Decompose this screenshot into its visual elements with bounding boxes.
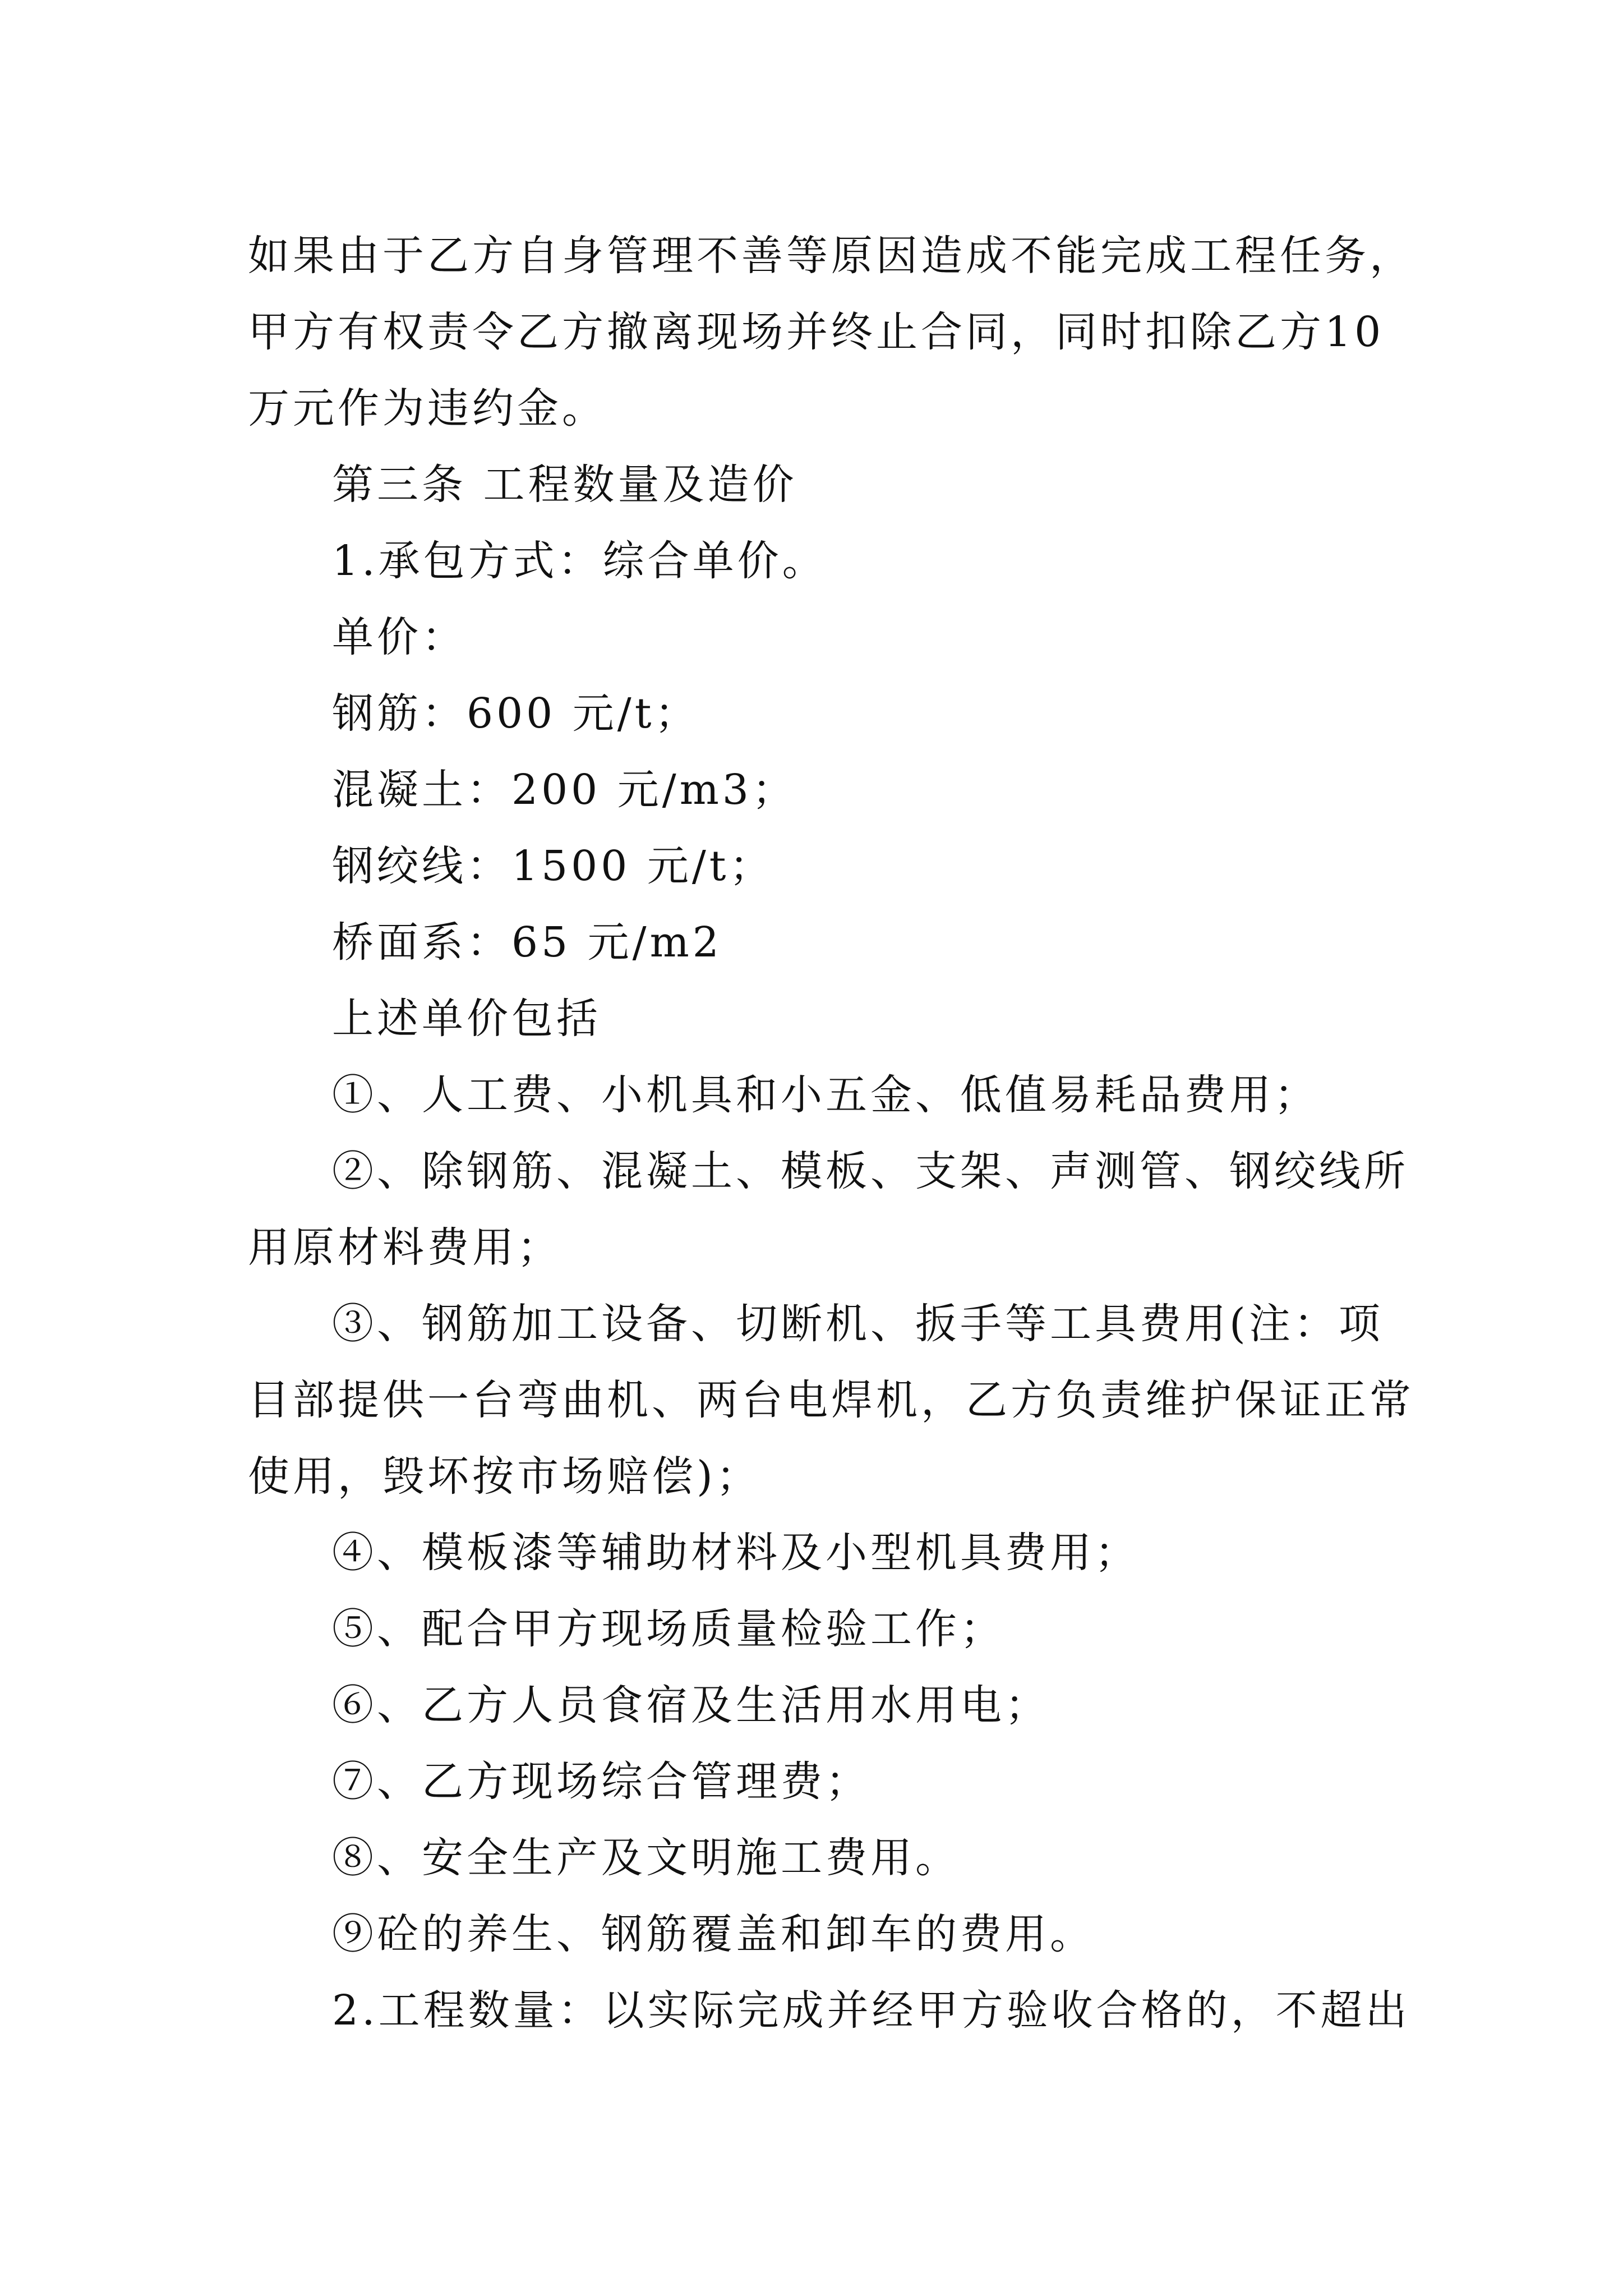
document-body: [248, 218, 1414, 2049]
list-item: ③、钢筋加工设备、切断机、扳手等工具费用(注：项: [332, 1300, 1384, 1348]
list-item-continuation: 使用，毁坏按市场赔偿)；: [248, 1452, 761, 1501]
price-item: 桥面系：65 元/m2: [332, 918, 722, 967]
list-item: ⑤、配合甲方现场质量检验工作；: [332, 1605, 1005, 1653]
price-item: 钢绞线：1500 元/t；: [332, 842, 774, 890]
list-item-continuation: 用原材料费用；: [248, 1223, 562, 1272]
section-heading: 第三条 工程数量及造价: [332, 461, 797, 509]
text-line: 单价：: [332, 613, 467, 661]
list-item: ⑥、乙方人员食宿及生活用水用电；: [332, 1681, 1050, 1729]
list-item: ⑧、安全生产及文明施工费用。: [332, 1834, 960, 1882]
text-line: 万元作为违约金。: [248, 384, 607, 432]
list-item: ①、人工费、小机具和小五金、低值易耗品费用；: [332, 1071, 1319, 1119]
text-line: 上述单价包括: [332, 995, 601, 1043]
list-item: ⑨砼的养生、钢筋覆盖和卸车的费用。: [332, 1910, 1095, 1958]
text-line: 如果由于乙方自身管理不善等原因造成不能完成工程任务，: [248, 232, 1414, 280]
text-line: 1.承包方式：综合单价。: [332, 537, 827, 585]
list-item: ⑦、乙方现场综合管理费；: [332, 1757, 870, 1806]
list-item: ②、除钢筋、混凝土、模板、支架、声测管、钢绞线所: [332, 1147, 1409, 1195]
text-line: 2.工程数量：以实际完成并经甲方验收合格的，不超出: [332, 1986, 1410, 2035]
list-item-continuation: 目部提供一台弯曲机、两台电焊机，乙方负责维护保证正常: [248, 1376, 1414, 1424]
text-line: 甲方有权责令乙方撤离现场并终止合同，同时扣除乙方10: [248, 308, 1385, 356]
price-item: 钢筋：600 元/t；: [332, 689, 700, 738]
list-item: ④、模板漆等辅助材料及小型机具费用；: [332, 1529, 1140, 1577]
price-item: 混凝土：200 元/m3；: [332, 766, 797, 814]
